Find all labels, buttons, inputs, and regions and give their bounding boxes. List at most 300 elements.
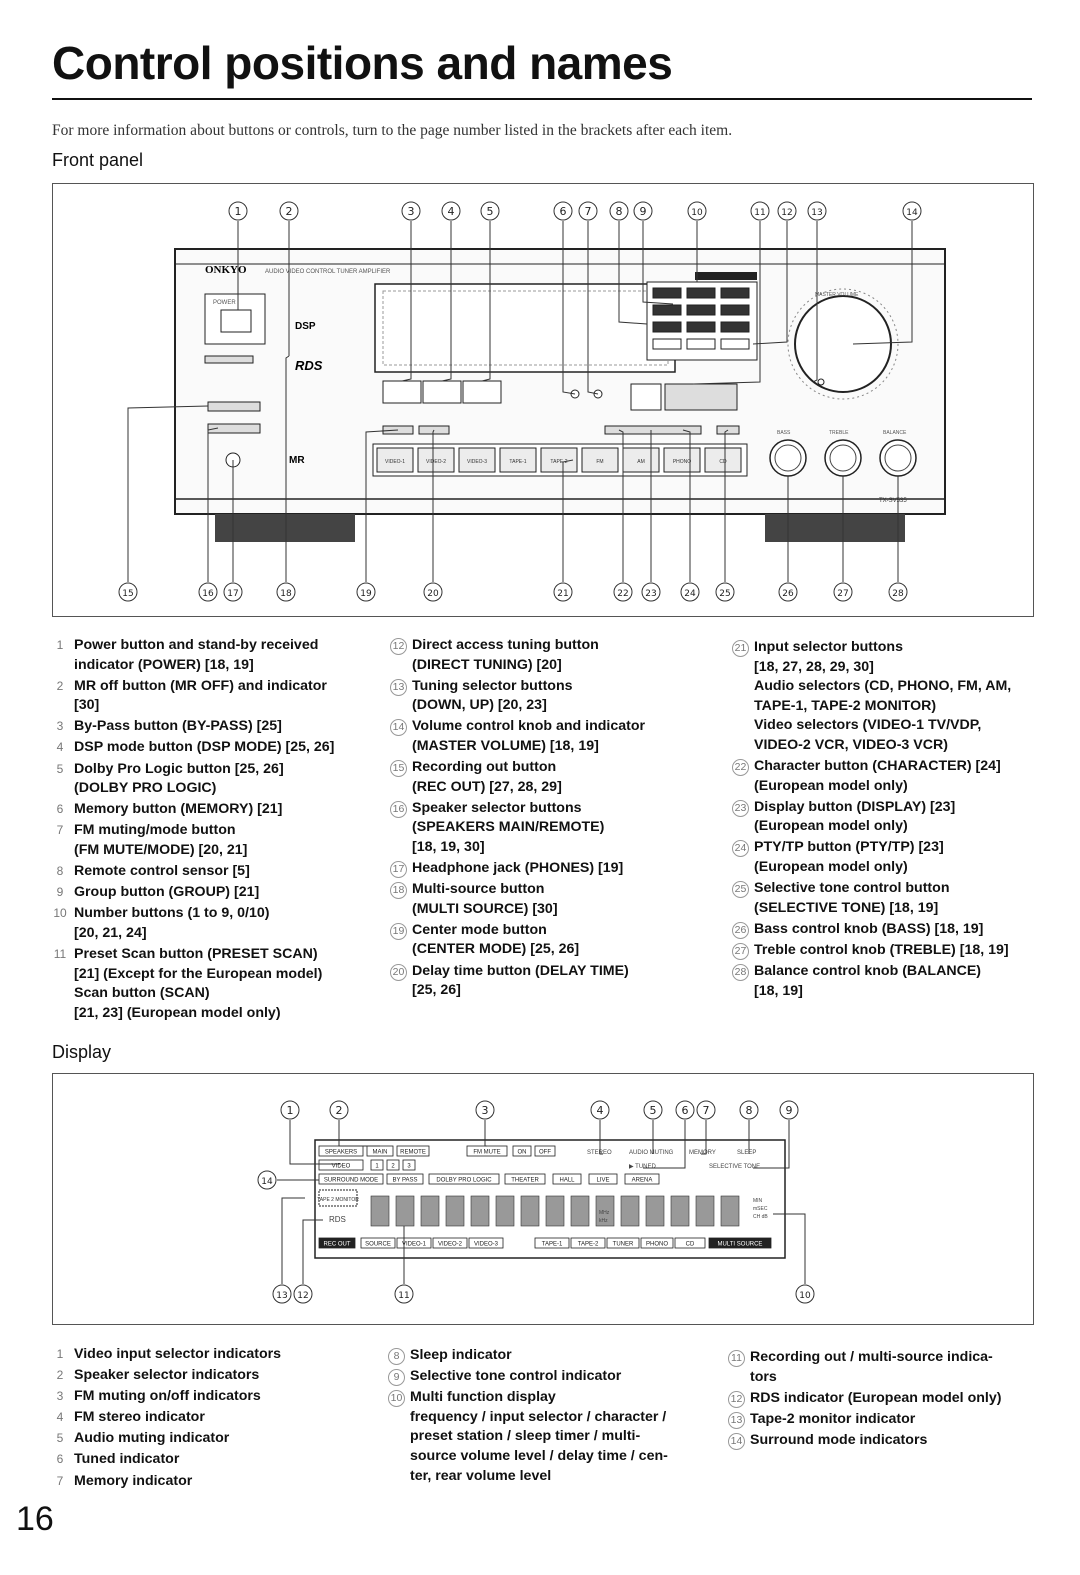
svg-text:12: 12 [297, 1291, 309, 1301]
by-pass-indicator-label: BY PASS [392, 1177, 418, 1184]
number-button [687, 339, 715, 349]
legend-text: Character button (CHARACTER) [24] [754, 758, 1001, 775]
title-rule [52, 98, 1032, 100]
svg-text:6: 6 [681, 1104, 689, 1117]
legend-item [52, 800, 362, 820]
speakers-indicator-label: SPEAKERS [324, 1149, 358, 1156]
legend-number: 3 [56, 719, 64, 734]
legend-number: 13 [728, 1412, 745, 1429]
legend-text: Direct access tuning button [412, 637, 599, 653]
display-legend-col-2 [388, 1346, 688, 1488]
legend-text: TAPE-1, TAPE-2 MONITOR) [754, 697, 937, 714]
legend-number: 7 [56, 823, 64, 838]
dolby-pro-logic-indicator-label: DOLBY PRO LOGIC [436, 1177, 492, 1184]
display-window [375, 284, 675, 372]
input-button-label: VIDEO-3 [466, 459, 488, 465]
svg-text:17: 17 [227, 589, 239, 599]
legend-item [52, 738, 362, 758]
msec-unit: mSEC [753, 1206, 768, 1212]
legend-item [52, 760, 362, 799]
tuning-buttons [665, 384, 737, 410]
legend-number: 14 [390, 719, 407, 736]
legend-item [388, 1367, 688, 1387]
number-button [721, 305, 749, 315]
legend-number: 12 [390, 638, 407, 655]
legend-text: DSP mode button (DSP MODE) [25, 26] [74, 739, 335, 756]
matrix-character [721, 1196, 739, 1226]
svg-text:7: 7 [584, 205, 592, 218]
legend-text: Sleep indicator [410, 1347, 512, 1363]
legend-text: (CENTER MODE) [25, 26] [412, 941, 580, 958]
theater-indicator-label: THEATER [511, 1177, 539, 1184]
display-callout [676, 1101, 694, 1119]
receiver-foot-right [765, 514, 905, 542]
callout-top [808, 202, 826, 220]
callout-top [903, 202, 921, 220]
legend-item [732, 920, 1042, 940]
legend-item [390, 758, 710, 797]
svg-text:10: 10 [691, 208, 703, 218]
legend-text: Selective tone control button [754, 880, 950, 897]
legend-item [390, 962, 710, 1001]
dolby-logo [695, 272, 757, 280]
callout-bottom [224, 583, 242, 601]
svg-text:19: 19 [360, 589, 372, 599]
display-callout [476, 1101, 494, 1119]
arena-indicator-label: ARENA [631, 1177, 653, 1184]
svg-text:5: 5 [486, 205, 494, 218]
legend-item [52, 636, 362, 675]
legend-text: [25, 26] [412, 982, 461, 999]
legend-text: Selective tone control indicator [410, 1368, 622, 1385]
legend-number: 12 [728, 1391, 745, 1408]
legend-number: 11 [53, 946, 67, 961]
legend-number: 24 [732, 840, 749, 857]
legend-item [390, 880, 710, 919]
input-button-label: VIDEO-2 [425, 459, 447, 465]
display-heading: Display [52, 1042, 112, 1062]
legend-text: frequency / input selector / character / [410, 1408, 667, 1425]
number-button [653, 305, 681, 315]
matrix-character [496, 1196, 514, 1226]
legend-text: indicator (POWER) [18, 19] [74, 656, 254, 673]
legend-text: (FM MUTE/MODE) [20, 21] [74, 841, 248, 858]
callout-bottom [199, 583, 217, 601]
legend-text: Group button (GROUP) [21] [74, 884, 260, 901]
balance-label: BALANCE [883, 430, 907, 436]
legend-text: tors [750, 1368, 777, 1385]
legend-text: preset station / sleep timer / multi- [410, 1428, 641, 1445]
selective-tone-indicator: SELECTIVE TONE [709, 1164, 761, 1170]
svg-text:2: 2 [285, 205, 293, 218]
svg-text:15: 15 [122, 589, 134, 599]
number-button [653, 339, 681, 349]
callout-bottom [716, 583, 734, 601]
legend-text: (DOWN, UP) [20, 23] [412, 697, 547, 714]
model-line: AUDIO VIDEO CONTROL TUNER AMPLIFIER [265, 269, 391, 275]
legend-text: Audio selectors (CD, PHONO, FM, AM, [754, 678, 1012, 695]
svg-text:3: 3 [407, 205, 415, 218]
cd-indicator-label: CD [685, 1241, 695, 1248]
legend-item [390, 799, 710, 858]
legend-number: 11 [728, 1350, 745, 1367]
display-legend-col-1 [52, 1345, 362, 1493]
legend-text: Tape-2 monitor indicator [750, 1410, 916, 1427]
callout-bottom [779, 583, 797, 601]
legend-number: 18 [390, 882, 407, 899]
callout-top [481, 202, 499, 220]
legend-item [52, 945, 362, 1023]
display-callout [780, 1101, 798, 1119]
legend-text: MR off button (MR OFF) and indicator [74, 677, 327, 694]
phono-indicator-label: PHONO [645, 1241, 669, 1248]
svg-text:1: 1 [234, 205, 242, 218]
svg-text:11: 11 [754, 208, 766, 218]
legend-text: Speaker selector buttons [412, 799, 582, 816]
svg-text:8: 8 [615, 205, 623, 218]
legend-item [728, 1348, 1038, 1387]
input-button-label: TAPE-2 [550, 459, 568, 465]
legend-text: PTY/TP button (PTY/TP) [23] [754, 839, 944, 856]
legend-text: Treble control knob (TREBLE) [18, 19] [754, 941, 1009, 958]
live-indicator-label: LIVE [596, 1177, 610, 1184]
svg-text:28: 28 [892, 589, 904, 599]
video-1-indicator-label: 1 [375, 1163, 379, 1170]
sleep-indicator: SLEEP [737, 1150, 757, 1156]
display-callout [273, 1285, 291, 1303]
on-indicator-label: ON [517, 1149, 527, 1156]
matrix-character [371, 1196, 389, 1226]
svg-text:3: 3 [481, 1104, 489, 1117]
legend-item [52, 904, 362, 943]
display-callout [740, 1101, 758, 1119]
tape2-monitor-label: TAPE 2 MONITOR [317, 1197, 359, 1203]
number-button [653, 322, 681, 332]
legend-text: Memory button (MEMORY) [21] [74, 801, 283, 818]
number-button [687, 288, 715, 298]
legend-number: 17 [390, 861, 407, 878]
main-indicator-label: MAIN [372, 1149, 388, 1156]
display-callout [796, 1285, 814, 1303]
legend-item [52, 1429, 362, 1449]
legend-text: FM muting on/off indicators [74, 1388, 261, 1405]
legend-number: 23 [732, 800, 749, 817]
rec-out-indicator-label: REC OUT [323, 1241, 351, 1248]
front-panel-heading: Front panel [52, 150, 144, 170]
legend-item [732, 838, 1042, 877]
legend-text: [30] [74, 697, 100, 714]
page-title: Control positions and names [52, 37, 673, 89]
svg-text:22: 22 [617, 589, 629, 599]
legend-text: Number buttons (1 to 9, 0/10) [74, 905, 270, 922]
legend-number: 7 [56, 1473, 64, 1488]
legend-text: Remote control sensor [5] [74, 863, 250, 880]
multi-source-indicator-label: MULTI SOURCE [717, 1241, 763, 1248]
off-indicator-label: OFF [539, 1149, 551, 1156]
svg-text:27: 27 [837, 589, 849, 599]
front-panel-figure [52, 183, 1034, 617]
svg-text:2: 2 [335, 1104, 343, 1117]
svg-text:10: 10 [799, 1291, 811, 1301]
audio-muting-indicator: AUDIO MUTING [629, 1150, 674, 1156]
legend-item [388, 1388, 688, 1486]
legend-text: Center mode button [412, 921, 547, 938]
callout-bottom [357, 583, 375, 601]
legend-number: 25 [732, 881, 749, 898]
legend-number: 21 [732, 640, 749, 657]
display-illustration [53, 1074, 1033, 1324]
svg-text:25: 25 [719, 589, 731, 599]
ch-db-unit: CH dB [753, 1214, 768, 1220]
legend-number: 9 [388, 1369, 405, 1386]
legend-item [52, 862, 362, 882]
legend-text: (DOLBY PRO LOGIC) [74, 780, 217, 797]
legend-text: (MULTI SOURCE) [30] [412, 900, 558, 917]
display-callout [591, 1101, 609, 1119]
legend-item [388, 1346, 688, 1366]
legend-item [52, 677, 362, 716]
legend-number: 5 [56, 1431, 64, 1446]
svg-text:7: 7 [702, 1104, 710, 1117]
input-button-label: AM [637, 459, 645, 465]
input-button-label: PHONO [672, 459, 692, 465]
model-number: TX-SV535 [879, 498, 907, 504]
tuned-indicator: ▶ TUNED [629, 1164, 656, 1170]
legend-number: 20 [390, 964, 407, 981]
callout-top [751, 202, 769, 220]
legend-item [732, 638, 1042, 756]
legend-item [390, 921, 710, 960]
legend-text: (European model only) [754, 777, 908, 794]
svg-text:6: 6 [559, 205, 567, 218]
legend-number: 26 [732, 922, 749, 939]
matrix-character [471, 1196, 489, 1226]
callout-top [280, 202, 298, 220]
callout-top [778, 202, 796, 220]
legend-text: Delay time button (DELAY TIME) [412, 962, 629, 979]
matrix-character [421, 1196, 439, 1226]
legend-text: (SPEAKERS MAIN/REMOTE) [412, 819, 605, 836]
legend-text: [21] (Except for the European model) [74, 965, 323, 982]
legend-text: (European model only) [754, 859, 908, 876]
svg-text:20: 20 [427, 589, 439, 599]
remote-indicator-label: REMOTE [400, 1149, 426, 1156]
legend-item [52, 821, 362, 860]
legend-text: VIDEO-2 VCR, VIDEO-3 VCR) [754, 736, 948, 753]
number-button [721, 288, 749, 298]
legend-item [732, 941, 1042, 961]
svg-text:23: 23 [645, 589, 657, 599]
surround-mode-indicator-label: SURROUND MODE [323, 1177, 379, 1184]
legend-text: Volume control knob and indicator [412, 718, 646, 735]
legend-text: ter, rear volume level [410, 1467, 552, 1484]
legend-text: source volume level / delay time / cen- [410, 1447, 668, 1464]
callout-bottom [277, 583, 295, 601]
callout-top [688, 202, 706, 220]
legend-number: 8 [388, 1348, 405, 1365]
legend-text: Display button (DISPLAY) [23] [754, 798, 956, 815]
display-callout [395, 1285, 413, 1303]
legend-item [732, 879, 1042, 918]
callout-bottom [889, 583, 907, 601]
legend-text: Tuning selector buttons [412, 677, 573, 694]
callout-bottom [424, 583, 442, 601]
svg-text:1: 1 [286, 1104, 294, 1117]
input-button-label: VIDEO-1 [384, 459, 406, 465]
legend-item [728, 1389, 1038, 1409]
legend-text: RDS indicator (European model only) [750, 1389, 1002, 1406]
legend-number: 8 [56, 864, 64, 879]
memory-indicator: MEMORY [689, 1150, 716, 1156]
input-button-label: FM [596, 459, 604, 465]
tape2-indicator-label: TAPE-2 [577, 1241, 599, 1248]
brand-logo: ONKYO [205, 264, 247, 276]
svg-text:13: 13 [811, 208, 823, 218]
legend-text: Audio muting indicator [74, 1430, 230, 1447]
legend-number: 16 [390, 801, 407, 818]
svg-text:18: 18 [280, 589, 292, 599]
callout-bottom [614, 583, 632, 601]
svg-text:14: 14 [906, 208, 918, 218]
callout-top [579, 202, 597, 220]
dsp-mode-button [423, 381, 461, 403]
input-selector-buttons [377, 448, 741, 472]
legend-number: 9 [56, 885, 64, 900]
legend-text: Recording out button [412, 759, 557, 776]
callout-top [229, 202, 247, 220]
callout-top [554, 202, 572, 220]
svg-text:9: 9 [785, 1104, 793, 1117]
master-volume-knob [795, 296, 891, 392]
front-panel-legend-col-2 [390, 636, 710, 1002]
matrix-character [571, 1196, 589, 1226]
callout-top [442, 202, 460, 220]
legend-number: 27 [732, 943, 749, 960]
svg-text:24: 24 [684, 589, 696, 599]
min-unit: MIN [753, 1198, 763, 1204]
legend-number: 1 [56, 1347, 64, 1361]
legend-number: 28 [732, 964, 749, 981]
matrix-character [671, 1196, 689, 1226]
legend-text: Bass control knob (BASS) [18, 19] [754, 920, 984, 937]
master-volume-label: MASTER VOLUME [815, 292, 859, 298]
legend-item [52, 1472, 362, 1492]
legend-text: [18, 27, 28, 29, 30] [754, 658, 874, 675]
matrix-character [521, 1196, 539, 1226]
video1-indicator-label: VIDEO-1 [401, 1241, 427, 1248]
legend-number: 22 [732, 759, 749, 776]
rec-out-button [208, 402, 260, 411]
video3-indicator-label: VIDEO-3 [473, 1241, 499, 1248]
rds-logo: RDS [295, 358, 323, 373]
svg-text:5: 5 [649, 1104, 657, 1117]
legend-item [52, 1408, 362, 1428]
legend-text: Speaker selector indicators [74, 1367, 260, 1384]
legend-text: Headphone jack (PHONES) [19] [412, 860, 624, 877]
legend-text: (DIRECT TUNING) [20] [412, 656, 562, 673]
matrix-character [546, 1196, 564, 1226]
mhz-unit: MHz [599, 1210, 610, 1216]
legend-item [728, 1410, 1038, 1430]
leader-line [282, 1198, 305, 1284]
legend-number: 1 [56, 638, 64, 652]
display-callout [281, 1101, 299, 1119]
volume-indicator [818, 379, 824, 385]
legend-text: Dolby Pro Logic button [25, 26] [74, 760, 284, 777]
matrix-character [696, 1196, 714, 1226]
legend-number: 3 [56, 1389, 64, 1404]
display-legend-col-3 [728, 1348, 1038, 1452]
legend-text: (European model only) [754, 818, 908, 835]
number-button [653, 288, 681, 298]
legend-number: 10 [388, 1390, 405, 1407]
svg-text:14: 14 [261, 1177, 273, 1187]
legend-item [52, 1345, 362, 1365]
display-callout [644, 1101, 662, 1119]
video2-indicator-label: VIDEO-2 [437, 1241, 463, 1248]
legend-number: 6 [56, 1452, 64, 1467]
video-2-indicator-label: 2 [391, 1163, 395, 1170]
legend-text: (MASTER VOLUME) [18, 19] [412, 737, 599, 754]
power-label: POWER [213, 300, 236, 306]
display-figure [52, 1073, 1034, 1325]
rds-indicator: RDS [329, 1215, 346, 1224]
legend-text: Memory indicator [74, 1472, 193, 1489]
legend-item [732, 757, 1042, 796]
legend-number: 2 [56, 678, 64, 693]
source-indicator-label: SOURCE [365, 1241, 391, 1248]
video-indicator-label: VIDEO [331, 1163, 351, 1170]
matrix-character [446, 1196, 464, 1226]
mr-logo: MR [289, 455, 305, 466]
legend-item [390, 636, 710, 675]
dolby-button [463, 381, 501, 403]
legend-text: Preset Scan button (PRESET SCAN) [74, 945, 318, 962]
stereo-indicator: STEREO [587, 1150, 612, 1156]
svg-text:4: 4 [447, 205, 455, 218]
number-button [687, 305, 715, 315]
page-number: 16 [16, 1500, 54, 1538]
legend-number: 6 [56, 802, 64, 817]
legend-text: (REC OUT) [27, 28, 29] [412, 778, 562, 795]
treble-label: TREBLE [829, 430, 849, 436]
tape1-indicator-label: TAPE-1 [541, 1241, 563, 1248]
svg-text:8: 8 [745, 1104, 753, 1117]
legend-text: [21, 23] (European model only) [74, 1004, 281, 1021]
legend-number: 2 [56, 1368, 64, 1383]
dsp-label: DSP [295, 321, 316, 332]
matrix-character [621, 1196, 639, 1226]
input-button-label: TAPE-1 [509, 459, 527, 465]
legend-item [52, 717, 362, 737]
legend-text: By-Pass button (BY-PASS) [25] [74, 718, 282, 735]
callout-bottom [642, 583, 660, 601]
legend-item [390, 677, 710, 716]
legend-text: (SELECTIVE TONE) [18, 19] [754, 899, 939, 916]
matrix-character [646, 1196, 664, 1226]
legend-number: 10 [53, 906, 67, 921]
svg-text:12: 12 [781, 208, 793, 218]
legend-number: 13 [390, 679, 407, 696]
svg-text:26: 26 [782, 589, 794, 599]
legend-item [390, 859, 710, 879]
fm-mute-indicator-label: FM MUTE [473, 1149, 501, 1156]
svg-text:13: 13 [276, 1291, 288, 1301]
direct-tuning-button [631, 384, 661, 410]
legend-text: Tuned indicator [74, 1451, 180, 1468]
display-callout [697, 1101, 715, 1119]
hall-indicator-label: HALL [559, 1177, 575, 1184]
